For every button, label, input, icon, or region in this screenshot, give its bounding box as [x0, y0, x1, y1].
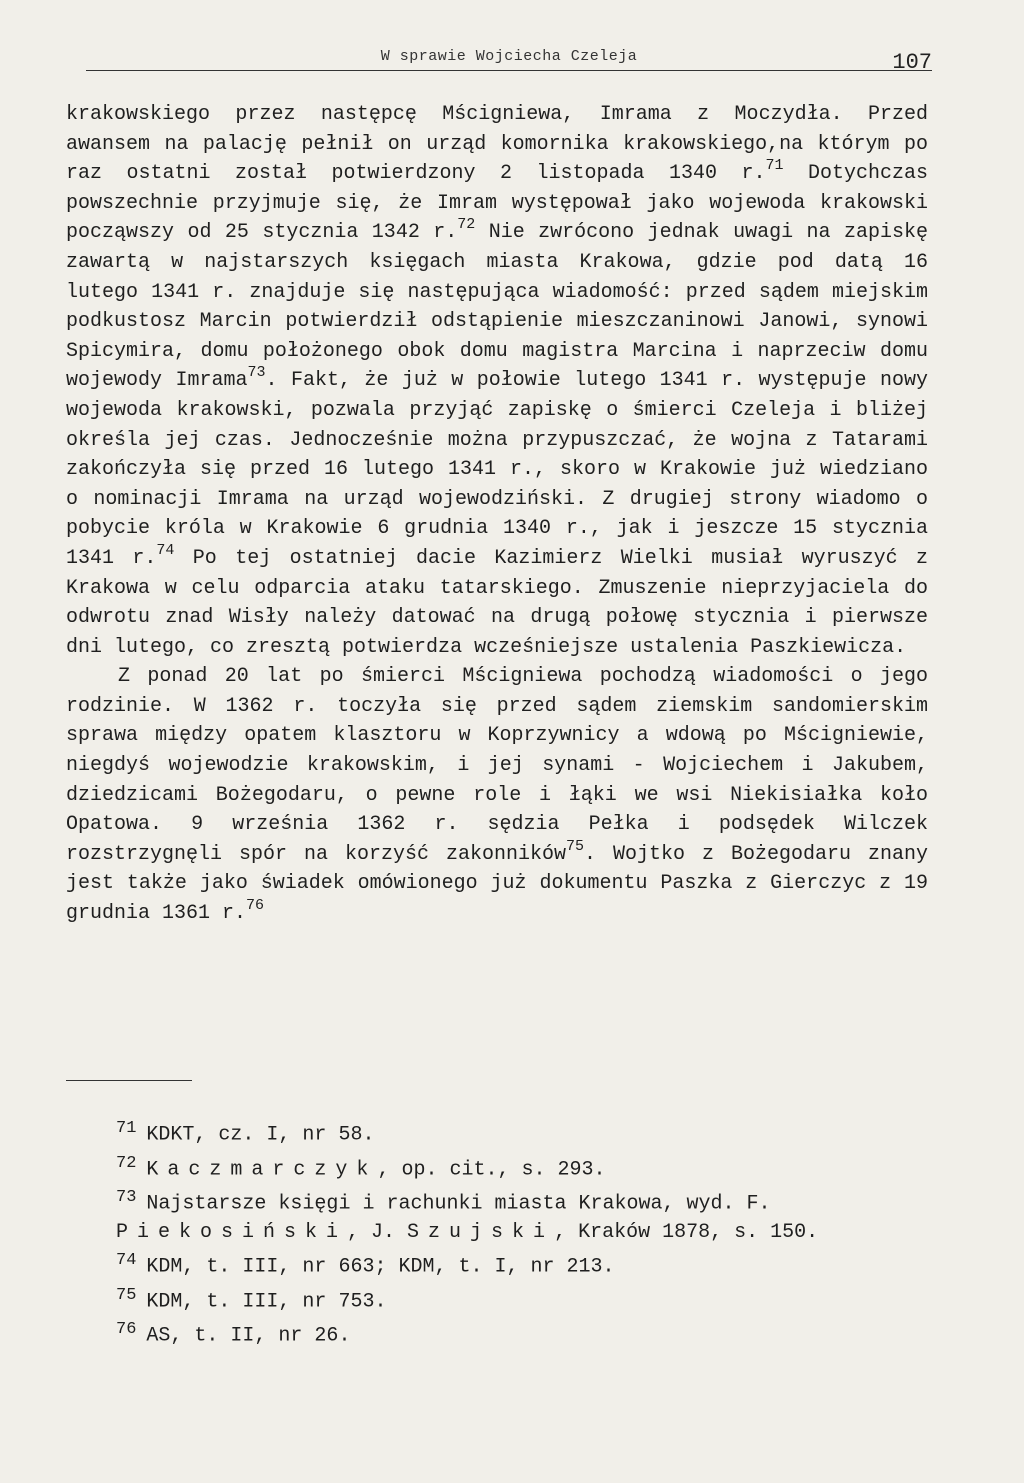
footnote-number: 73: [116, 1188, 137, 1208]
footnote: [66, 1282, 928, 1317]
footnote-number: 72: [116, 1153, 137, 1173]
paragraph: [66, 662, 928, 928]
header-rule: [86, 70, 932, 71]
text-run: Po tej ostatniej dacie Kazimierz Wielki musiał wyruszyć z Krakowa w celu odparcia ataku tatarskiego. Zmuszenie nieprzyjaciela do odwrotu znad Wisły należy datować na drugą połowę stycznia i pierwsze dni lutego, co zresztą potwierdza wcześniejsze ustalenia Paszkiewicza.: [66, 546, 928, 659]
footnote-number: 76: [116, 1320, 137, 1340]
page-number: 107: [892, 50, 932, 75]
main-text: [66, 100, 928, 929]
footnote: [66, 1184, 928, 1247]
footnote-ref: 73: [247, 364, 266, 382]
text-run: Z ponad 20 lat po śmierci Mścigniewa pochodzą wiadomości o jego rodzinie. W 1362 r. toczyła się przed sądem ziemskim sandomierskim sprawa między opatem klasztoru w Koprzywnicy a wdową po Mścigniewie, niegdyś wojewodzie krakowskim, i jej synami - Wojciechem i Jakubem, dziedzicami Bożegodaru, o pewne role i łąki we wsi Niekisiałka koło Opatowa. 9 września 1362 r. sędzia Pełka i podsędek Wilczek rozstrzygnęli spór na korzyść zakonników: [66, 665, 928, 866]
text-run: , J.: [347, 1220, 408, 1244]
text-run: . Wojtko z Bożegodaru znany jest także jako świadek omówionego już dokumentu Paszka z Gierczyc z 19 grudnia 1361 r.: [66, 842, 928, 926]
footnote-number: 71: [116, 1119, 137, 1138]
paragraph: [66, 100, 928, 662]
text-run: AS, t. II, nr 26.: [146, 1324, 351, 1348]
text-run: Nie zwrócono jednak uwagi na zapiskę zawartą w najstarszych księgach miasta Krakowa, gdzie pod datą 16 lutego 1341 r. znajduje się następująca wiadomość: przed sądem miejskim podkustosz Marcin potwierdził odstąpienie mieszczaninowi Janowi, synowi Spicymira, domu położonego obok domu magistra Marcina i naprzeciw domu wojewody Imrama: [66, 221, 928, 393]
footnote: [66, 1316, 928, 1351]
text-run: Dotychczas powszechnie przyjmuje się, że Imram występował jako wojewoda krakowski począwszy od 25 stycznia 1342 r.: [66, 162, 928, 245]
text-run: Najstarsze księgi i rachunki miasta Krakowa, wyd. F.: [146, 1192, 771, 1216]
footnote: [66, 1247, 928, 1282]
footnote-separator: [66, 1080, 192, 1081]
footnote-number: 74: [116, 1250, 137, 1270]
footnote: [66, 1115, 928, 1150]
footnote-ref: 74: [156, 541, 175, 559]
running-header: [86, 40, 932, 75]
text-run: , Kraków 1878, s. 150.: [554, 1220, 819, 1244]
text-run: krakowskiego przez następcę Mścigniewa, Imrama z Moczydła. Przed awansem na palację pełnił on urząd komornika krakowskiego,na którym po raz ostatni został potwierdzony 2 listopada 1340 r.: [66, 103, 928, 186]
footnote-ref: 75: [566, 837, 585, 855]
text-run: . Fakt, że już w połowie lutego 1341 r. występuje nowy wojewoda krakowski, pozwala przyjąć zapiskę o śmierci Czeleja i bliżej określa jej czas. Jednocześnie można przypuszczać, że wojna z Tatarami zakończyła się przed 16 lutego 1341 r., skoro w Krakowie już wiedziano o nominacji Imrama na urząd wojewodziński. Z drugiej strony wiadomo o pobycie króla w Krakowie 6 grudnia 1340 r., jak i jeszcze 15 stycznia 1341 r.: [66, 369, 929, 570]
footnotes: [66, 1115, 928, 1351]
author-name: Szujski: [407, 1220, 555, 1244]
footnote-ref: 71: [765, 157, 784, 175]
running-title: W sprawie Wojciecha Czeleja: [380, 48, 638, 65]
footnote: [66, 1150, 928, 1185]
footnote-ref: 76: [246, 897, 265, 915]
text-run: KDM, t. III, nr 753.: [146, 1290, 387, 1314]
text-run: KDKT, cz. I, nr 58.: [146, 1123, 375, 1147]
author-name: Kaczmarczyk: [146, 1158, 378, 1182]
text-run: KDM, t. III, nr 663; KDM, t. I, nr 213.: [146, 1255, 615, 1279]
footnote-ref: 72: [457, 216, 476, 234]
footnote-number: 75: [116, 1285, 137, 1305]
text-run: , op. cit., s. 293.: [377, 1158, 606, 1182]
author-name: Piekosiński: [116, 1220, 348, 1244]
